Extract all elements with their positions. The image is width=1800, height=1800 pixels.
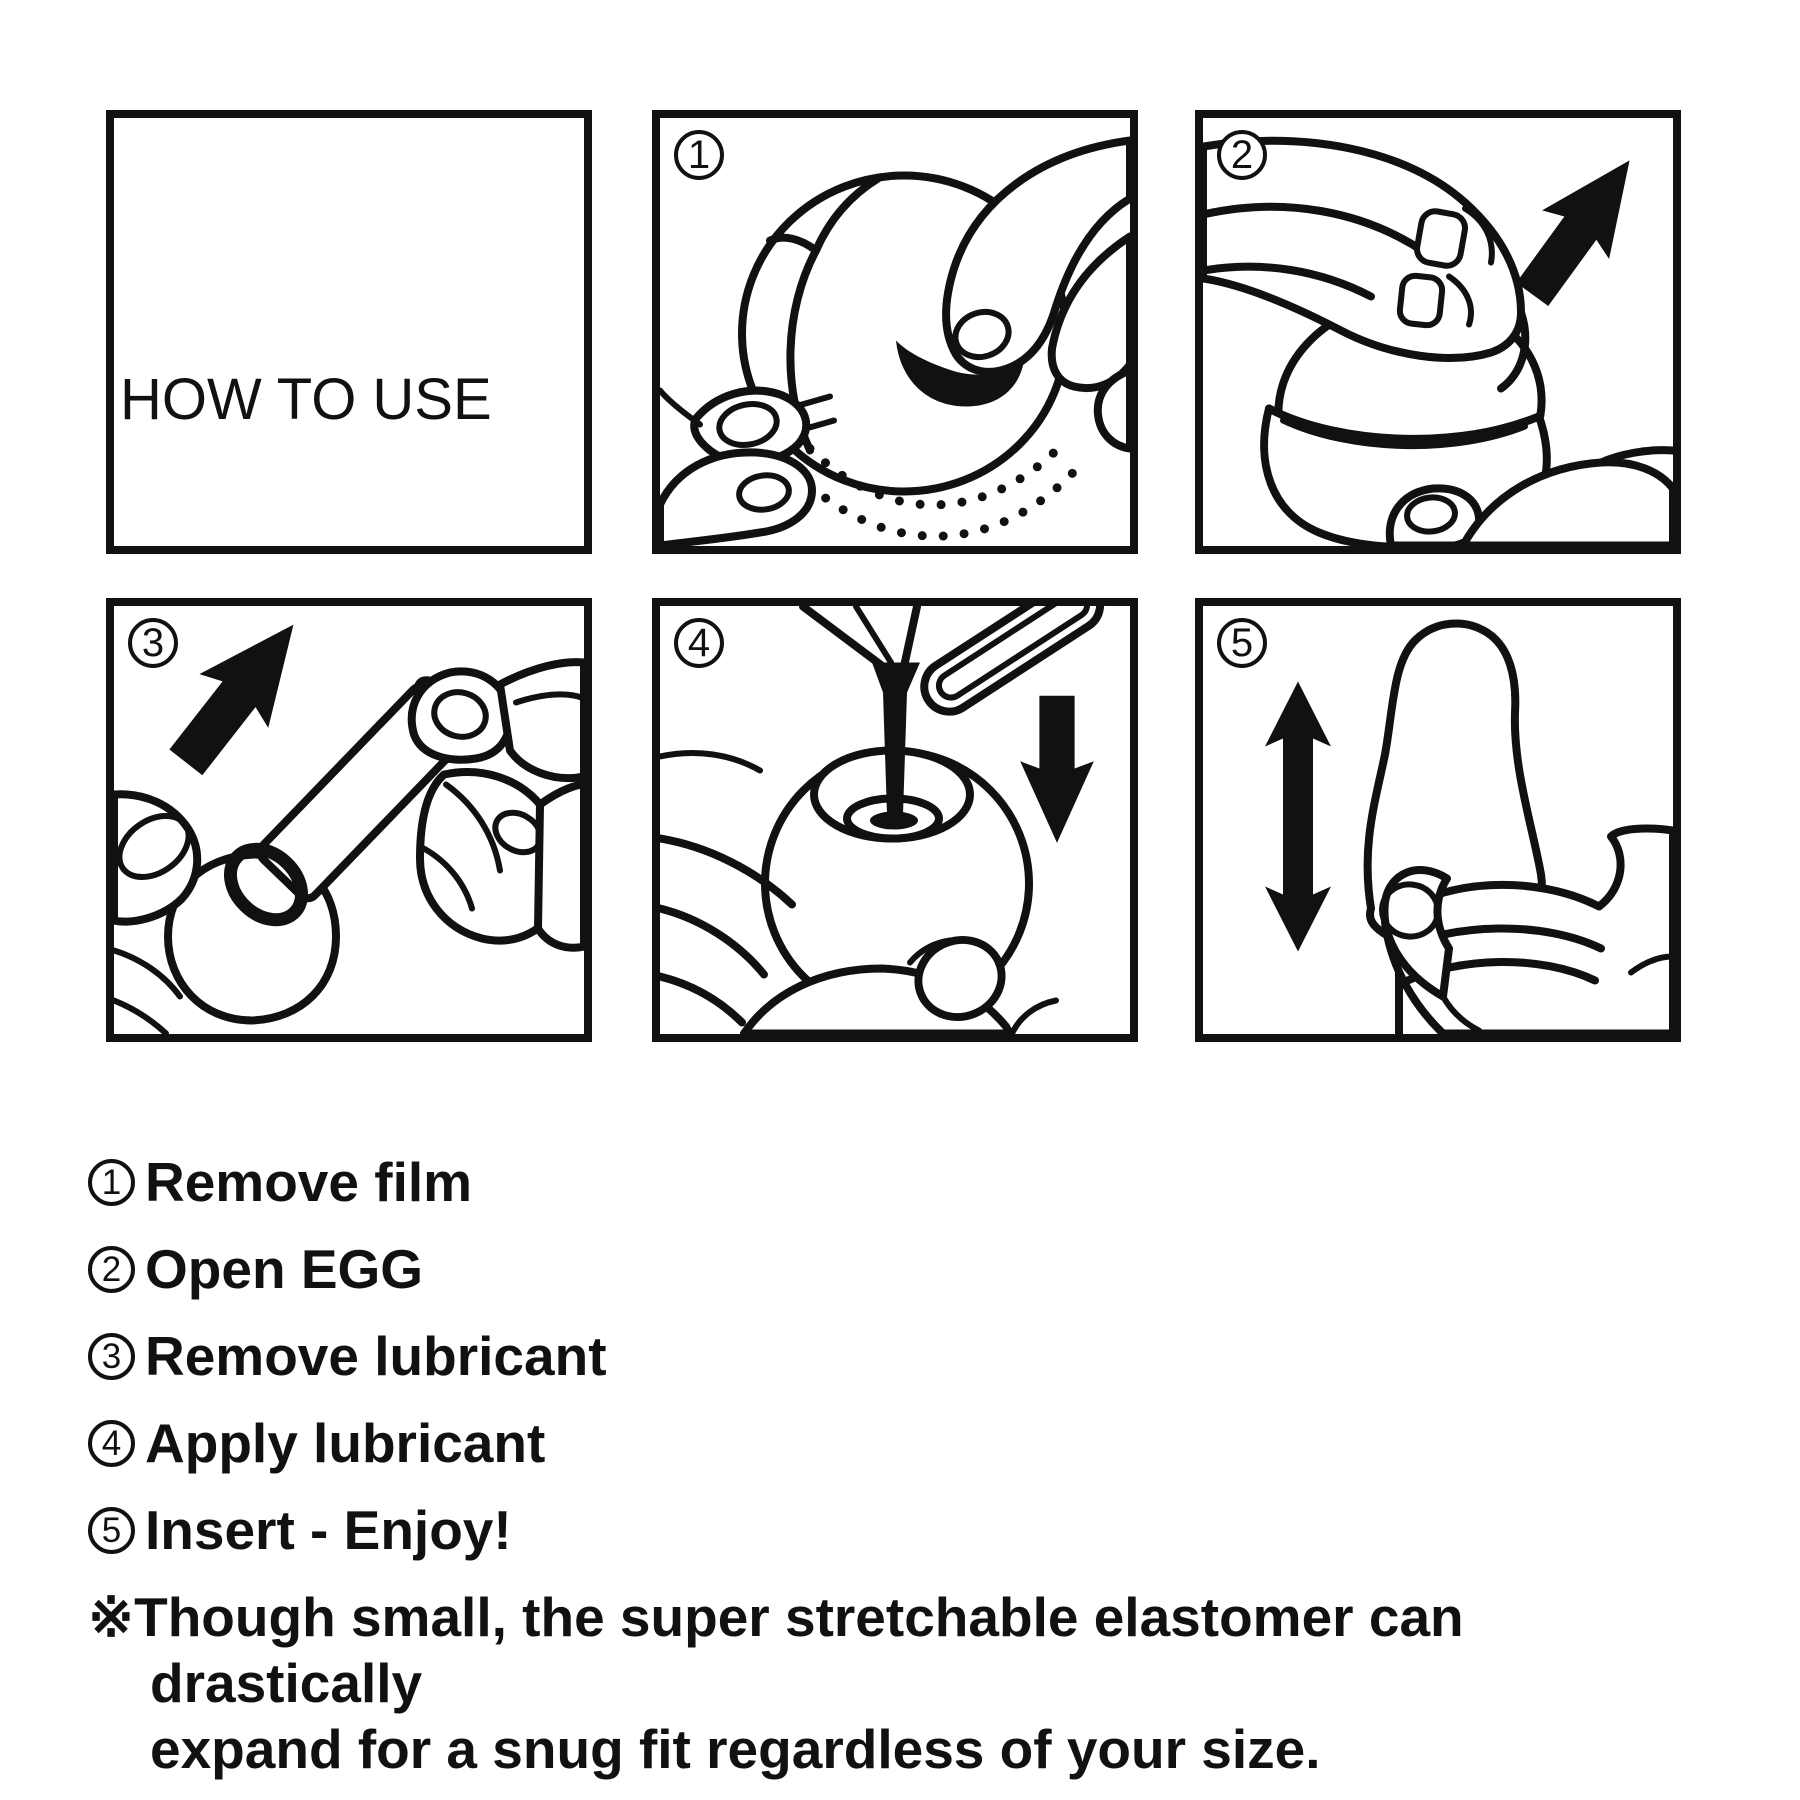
step-number: 1: [101, 1162, 122, 1202]
up-down-arrow-icon: [1265, 682, 1331, 952]
step-number: 5: [101, 1510, 122, 1550]
panel-number: 5: [1230, 621, 1254, 665]
panel-number-badge: [1217, 618, 1267, 668]
squeezed-tube: [915, 606, 1110, 721]
list-item: [88, 1238, 607, 1300]
list-item: [88, 1412, 607, 1474]
up-right-arrow-icon: [1499, 136, 1663, 319]
step-number: 2: [101, 1249, 122, 1289]
footnote-line2: expand for a snug fit regardless of your size.: [150, 1718, 1321, 1780]
panel-number: 1: [687, 133, 711, 177]
wrist-line: [1601, 450, 1673, 462]
step-number-badge: [88, 1420, 135, 1467]
step-number-badge: [88, 1246, 135, 1293]
lubricant-pool: [870, 812, 918, 830]
step-label: Open EGG: [145, 1238, 424, 1300]
step-list: [88, 1151, 607, 1561]
panel-number-badge: [1217, 130, 1267, 180]
step-label: Apply lubricant: [145, 1412, 546, 1474]
panel-remove-film: [652, 110, 1138, 554]
illustration-insert-enjoy-icon: [1203, 606, 1673, 1034]
step-number-badge: [88, 1333, 135, 1380]
index-fingertip: [412, 671, 510, 759]
up-right-arrow-icon: [151, 606, 327, 789]
panel-number-badge: [674, 618, 724, 668]
step-number: 3: [101, 1336, 122, 1376]
illustration-remove-film-icon: [660, 118, 1130, 546]
reference-mark: ※: [88, 1586, 135, 1648]
panel-insert-enjoy: [1195, 598, 1681, 1042]
hand-line: [660, 391, 700, 425]
finger-line: [660, 977, 742, 1023]
panel-apply-lubricant: [652, 598, 1138, 1042]
finger-line: [1012, 1001, 1056, 1034]
hand-mass: [538, 785, 584, 948]
panel-remove-lubricant: [106, 598, 592, 1042]
title-panel: [106, 110, 592, 554]
step-label: Remove lubricant: [145, 1325, 607, 1387]
upper-fingers: [500, 662, 584, 778]
finger-line: [660, 909, 764, 975]
panel-number-badge: [674, 130, 724, 180]
step-number: 4: [101, 1423, 122, 1463]
list-item: [88, 1325, 607, 1387]
step-label: Remove film: [145, 1151, 473, 1213]
step-number-badge: [88, 1507, 135, 1554]
step-number-badge: [88, 1159, 135, 1206]
illustration-remove-lubricant-icon: [114, 606, 584, 1034]
step-label: Insert - Enjoy!: [145, 1499, 512, 1561]
page-title: HOW TO USE: [120, 367, 492, 432]
list-item: [88, 1151, 607, 1213]
illustration-open-egg-icon: [1203, 118, 1673, 546]
down-arrow-icon: [1020, 696, 1094, 843]
fingernail: [1399, 275, 1444, 327]
list-item: [88, 1499, 607, 1561]
panel-number: 2: [1230, 133, 1254, 177]
panel-number: 4: [687, 621, 711, 665]
illustration-apply-lubricant-icon: [660, 606, 1130, 1034]
footnote-line1: Though small, the super stretchable elastomer can drastically: [134, 1586, 1464, 1714]
footnote: [88, 1584, 1730, 1782]
panel-number: 3: [141, 621, 165, 665]
panel-number-badge: [128, 618, 178, 668]
panel-open-egg: [1195, 110, 1681, 554]
fingernail: [1415, 209, 1467, 268]
finger-line-behind: [660, 753, 760, 771]
